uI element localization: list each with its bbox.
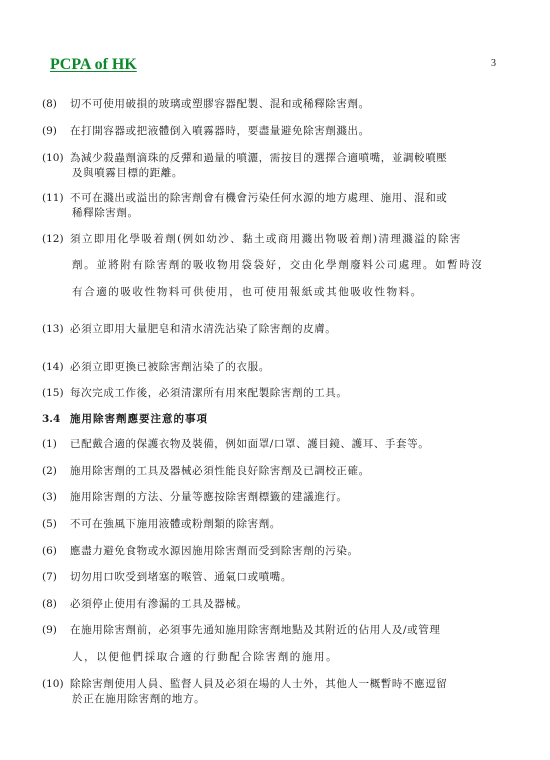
item-number: (1) (42, 438, 57, 450)
list-item (42, 96, 502, 112)
item-text: 施用除害劑的方法、分量等應按除害劑標籤的建議進行。 (70, 491, 348, 503)
section-title: 施用除害劑應要注意的事項 (70, 413, 208, 425)
list-item (42, 359, 502, 375)
item-number: (13) (42, 323, 64, 335)
list-item (42, 231, 502, 247)
item-text-continued: 有合適的吸收性物料可供使用，也可使用報紙或其他吸收性物料。 (72, 286, 423, 298)
item-number: (10) (42, 678, 64, 690)
item-text-continued: 人，以便他們採取合適的行動配合除害劑的施用。 (72, 651, 339, 663)
item-text: 已配戴合適的保護衣物及裝備，例如面罩/口罩、護目鏡、護耳、手套等。 (70, 438, 430, 450)
item-text-continued: 稀釋除害劑。 (72, 207, 139, 219)
item-text: 應盡力避免食物或水源因施用除害劑而受到除害劑的污染。 (70, 545, 359, 557)
page-number: 3 (491, 58, 496, 69)
item-text: 須立即用化學吸着劑(例如幼沙、黏土或商用濺出物吸着劑)清理濺溢的除害 (70, 233, 462, 245)
item-number: (10) (42, 152, 64, 164)
list-item (42, 676, 502, 692)
list-item (42, 543, 502, 559)
item-number: (2) (42, 465, 57, 477)
item-number: (6) (42, 545, 57, 557)
item-text: 必須停止使用有滲漏的工具及器械。 (70, 598, 248, 610)
item-number: (14) (42, 361, 64, 373)
item-text: 切勿用口吹受到堵塞的喉管、通氣口或噴嘴。 (70, 571, 292, 583)
list-item (42, 569, 502, 585)
section-number: 3.4 (42, 413, 61, 425)
item-number: (7) (42, 571, 57, 583)
item-text: 為減少殺蟲劑滴珠的反彈和過量的噴灑，需按目的選擇合適噴嘴，並調較噴壓 (70, 152, 448, 164)
item-number: (9) (42, 125, 57, 137)
list-item (42, 622, 502, 638)
item-text-continued: 於正在施用除害劑的地方。 (72, 693, 206, 705)
item-text: 在打開容器或把液體倒入噴霧器時，要盡量避免除害劑濺出。 (70, 125, 370, 137)
list-item (42, 596, 502, 612)
item-text: 每次完成工作後，必須清潔所有用來配製除害劑的工具。 (70, 387, 348, 399)
item-text: 除除害劑使用人員、監督人員及必須在場的人士外，其他人一概暫時不應逗留 (70, 678, 448, 690)
item-number: (8) (42, 98, 57, 110)
item-text: 施用除害劑的工具及器械必須性能良好除害劑及已調校正確。 (70, 465, 370, 477)
list-item (42, 463, 502, 479)
item-number: (11) (42, 192, 64, 204)
item-text: 不可在濺出或溢出的除害劑會有機會污染任何水源的地方處理、施用、混和或 (70, 192, 448, 204)
item-text: 必須立即用大量肥皂和清水清洗沾染了除害劑的皮膚。 (70, 323, 337, 335)
item-number: (9) (42, 624, 57, 636)
list-item (42, 150, 502, 166)
item-text-continued: 及與噴霧目標的距離。 (72, 167, 183, 179)
header-title: PCPA of HK (50, 56, 137, 73)
item-number: (12) (42, 233, 64, 245)
item-number: (15) (42, 387, 64, 399)
item-number: (5) (42, 518, 57, 530)
list-item (42, 321, 502, 337)
list-item (42, 516, 502, 532)
item-text: 在施用除害劑前，必須事先通知施用除害劑地點及其附近的佔用人及/或管理 (70, 624, 441, 636)
list-item (42, 190, 502, 206)
list-item (42, 489, 502, 505)
item-number: (8) (42, 598, 57, 610)
list-item (42, 385, 502, 401)
item-text-continued: 劑。並將附有除害劑的吸收物用袋袋好，交由化學劑廢料公司處理。如暫時沒 (72, 259, 484, 271)
item-text: 必須立即更換已被除害劑沾染了的衣服。 (70, 361, 270, 373)
list-item (42, 436, 502, 452)
list-item (42, 123, 502, 139)
section-heading (42, 411, 208, 426)
item-number: (3) (42, 491, 57, 503)
item-text: 不可在強風下施用液體或粉劑類的除害劑。 (70, 518, 281, 530)
item-text: 切不可使用破損的玻璃或塑膠容器配製、混和或稀釋除害劑。 (70, 98, 370, 110)
